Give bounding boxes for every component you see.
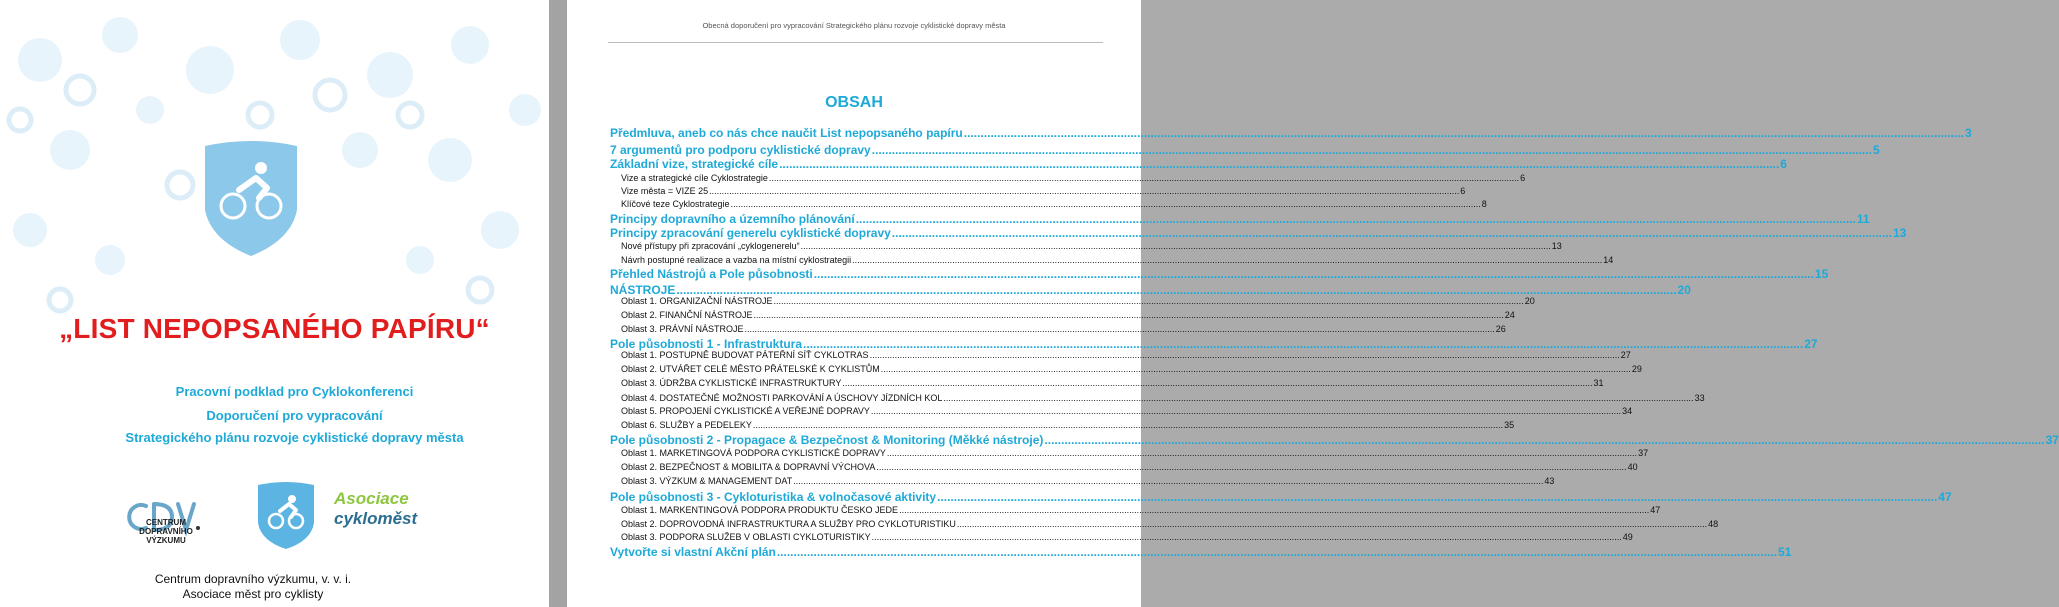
toc-entry-label: Oblast 3. PODPORA SLUŽEB V OBLASTI CYKLOTURISTIKY — [621, 532, 871, 542]
toc-entry-page: 13 — [1893, 226, 1907, 240]
header-divider — [608, 42, 1103, 43]
toc-entry-page: 47 — [1938, 490, 1952, 504]
toc-leader-dots: ............................................................................................................................................................................................................................................................................................................ — [803, 337, 1804, 351]
toc-entry[interactable] — [610, 143, 1880, 157]
toc-leader-dots: ............................................................................................................................................................................................................................................................................................................ — [880, 364, 1631, 374]
toc-entry-page: 26 — [1495, 324, 1506, 334]
toc-entry-label: Nové přístupy při zpracování „cyklogenerelu“ — [621, 241, 800, 251]
toc-entry[interactable] — [621, 532, 1633, 542]
toc-leader-dots: ............................................................................................................................................................................................................................................................................................................ — [956, 519, 1708, 529]
toc-leader-dots: ............................................................................................................................................................................................................................................................................................................ — [768, 173, 1520, 183]
toc-entry[interactable] — [621, 173, 1526, 183]
toc-entry[interactable] — [621, 186, 1466, 196]
toc-entry-label: Oblast 3. ÚDRŽBA CYKLISTICKÉ INFRASTRUKTURY — [621, 378, 842, 388]
toc-leader-dots: ............................................................................................................................................................................................................................................................................................................ — [779, 157, 1780, 171]
toc-entry[interactable] — [621, 448, 1649, 458]
toc-leader-dots: ............................................................................................................................................................................................................................................................................................................ — [744, 324, 1495, 334]
toc-leader-dots: ............................................................................................................................................................................................................................................................................................................ — [776, 545, 1778, 559]
toc-entry-label: Principy dopravního a územního plánování — [610, 212, 855, 226]
toc-entry-page: 14 — [1603, 255, 1614, 265]
toc-leader-dots: ............................................................................................................................................................................................................................................................................................................ — [1044, 433, 2045, 447]
toc-entry-label: Oblast 4. DOSTATEČNÉ MOŽNOSTI PARKOVÁNÍ A ÚSCHOVY JÍZDNÍCH KOL — [621, 393, 943, 403]
toc-entry-page: 48 — [1708, 519, 1719, 529]
toc-leader-dots: ............................................................................................................................................................................................................................................................................................................ — [709, 186, 1460, 196]
cover-footer-line-2: Asociace měst pro cyklisty — [182, 587, 324, 601]
toc-entry-page: 5 — [1872, 143, 1880, 157]
toc-leader-dots: ............................................................................................................................................................................................................................................................................................................ — [871, 143, 1872, 157]
toc-entry-page: 8 — [1481, 199, 1487, 209]
toc-leader-dots: ............................................................................................................................................................................................................................................................................................................ — [852, 255, 1603, 265]
page-gap — [549, 0, 567, 607]
cover-subtitle-line-2: Doporučení pro vypracování — [206, 408, 383, 423]
toc-entry-page: 37 — [1638, 448, 1649, 458]
toc-entry[interactable] — [621, 393, 1705, 403]
toc-leader-dots: ............................................................................................................................................................................................................................................................................................................ — [886, 448, 1638, 458]
toc-entry-label: NÁSTROJE — [610, 283, 676, 297]
toc-heading: OBSAH — [825, 94, 883, 111]
running-header: Obecná doporučení pro vypracování Strategického plánu rozvoje cyklistické dopravy města — [702, 21, 1006, 30]
toc-page — [567, 0, 2059, 607]
toc-entry-label: Oblast 6. SLUŽBY a PEDELEKY — [621, 420, 752, 430]
toc-entry-label: Vytvořte si vlastní Akční plán — [610, 545, 776, 559]
toc-entry[interactable] — [610, 337, 1818, 351]
toc-entry[interactable] — [621, 241, 1562, 251]
toc-leader-dots: ............................................................................................................................................................................................................................................................................................................ — [730, 199, 1481, 209]
toc-leader-dots: ............................................................................................................................................................................................................................................................................................................ — [753, 310, 1504, 320]
toc-entry-label: Vize města = VIZE 25 — [621, 186, 709, 196]
toc-entry-page: 40 — [1627, 462, 1638, 472]
toc-entry[interactable] — [621, 462, 1638, 472]
toc-leader-dots: ............................................................................................................................................................................................................................................................................................................ — [876, 462, 1627, 472]
toc-entry-label: Pole působnosti 2 - Propagace & Bezpečnost & Monitoring (Měkké nástroje) — [610, 433, 1044, 447]
toc-entry-label: Oblast 2. UTVÁŘET CELÉ MĚSTO PŘÁTELSKÉ K CYKLISTŮM — [621, 364, 880, 374]
toc-leader-dots: ............................................................................................................................................................................................................................................................................................................ — [800, 241, 1551, 251]
toc-leader-dots: ............................................................................................................................................................................................................................................................................................................ — [793, 476, 1544, 486]
cover-footer-line-1: Centrum dopravního výzkumu, v. v. i. — [154, 572, 352, 586]
toc-leader-dots: ............................................................................................................................................................................................................................................................................................................ — [943, 393, 1694, 403]
toc-entry-label: Klíčové teze Cyklostrategie — [621, 199, 730, 209]
toc-entry-page: 51 — [1778, 545, 1792, 559]
toc-entry[interactable] — [610, 283, 1691, 297]
toc-entry-page: 27 — [1804, 337, 1818, 351]
toc-entry-label: Oblast 3. PRÁVNÍ NÁSTROJE — [621, 324, 744, 334]
toc-entry[interactable] — [621, 364, 1642, 374]
toc-leader-dots: ............................................................................................................................................................................................................................................................................................................ — [813, 267, 1814, 281]
toc-entry[interactable] — [610, 212, 1870, 226]
toc-entry-page: 11 — [1856, 212, 1870, 226]
toc-entry-page: 6 — [1780, 157, 1787, 171]
toc-leader-dots: ............................................................................................................................................................................................................................................................................................................ — [937, 490, 1938, 504]
toc-leader-dots: ............................................................................................................................................................................................................................................................................................................ — [752, 420, 1504, 430]
toc-leader-dots: ............................................................................................................................................................................................................................................................................................................ — [963, 126, 1964, 140]
toc-entry-label: Předmluva, aneb co nás chce naučit List nepopsaného papíru — [610, 126, 963, 140]
toc-entry[interactable] — [621, 519, 1719, 529]
toc-entry-label: Základní vize, strategické cíle — [610, 157, 779, 171]
toc-entry[interactable] — [621, 505, 1661, 515]
toc-entry[interactable] — [610, 490, 1952, 504]
toc-entry[interactable] — [621, 420, 1515, 430]
toc-entry-page: 31 — [1593, 378, 1604, 388]
toc-entry[interactable] — [610, 226, 1907, 240]
toc-entry-page: 6 — [1460, 186, 1466, 196]
toc-entry-page: 49 — [1622, 532, 1633, 542]
toc-entry-label: Oblast 2. DOPROVODNÁ INFRASTRUKTURA A SLUŽBY PRO CYKLOTURISTIKU — [621, 519, 956, 529]
toc-entry[interactable] — [621, 406, 1633, 416]
toc-entry[interactable] — [610, 433, 2059, 447]
toc-entry-page: 13 — [1551, 241, 1562, 251]
toc-entry-page: 3 — [1964, 126, 1972, 140]
toc-entry[interactable] — [621, 350, 1631, 360]
toc-leader-dots: ............................................................................................................................................................................................................................................................................................................ — [842, 378, 1593, 388]
toc-entry-page: 33 — [1694, 393, 1705, 403]
toc-entry-page: 6 — [1520, 173, 1526, 183]
toc-entry-label: Oblast 2. FINANČNÍ NÁSTROJE — [621, 310, 753, 320]
toc-entry[interactable] — [610, 267, 1829, 281]
toc-entry-page: 37 — [2045, 433, 2059, 447]
toc-entry-label: Oblast 1. POSTUPNĚ BUDOVAT PÁTEŘNÍ SÍŤ CYKLOTRAS — [621, 350, 869, 360]
toc-entry-label: Oblast 1. ORGANIZAČNÍ NÁSTROJE — [621, 296, 773, 306]
toc-entry-label: 7 argumentů pro podporu cyklistické dopravy — [610, 143, 871, 157]
toc-entry[interactable] — [621, 378, 1604, 388]
toc-entry-label: Pole působnosti 1 - Infrastruktura — [610, 337, 803, 351]
toc-entry-label: Oblast 2. BEZPEČNOST & MOBILITA & DOPRAVNÍ VÝCHOVA — [621, 462, 876, 472]
cover-page — [0, 0, 549, 607]
toc-entry-label: Principy zpracování generelu cyklistické dopravy — [610, 226, 891, 240]
toc-entry-label: Návrh postupné realizace a vazba na místní cyklostrategii — [621, 255, 852, 265]
toc-entry-label: Oblast 5. PROPOJENÍ CYKLISTICKÉ A VEŘEJNÉ DOPRAVY — [621, 406, 870, 416]
toc-entry[interactable] — [621, 324, 1506, 334]
toc-entry-label: Pole působnosti 3 - Cykloturistika & volnočasové aktivity — [610, 490, 937, 504]
toc-entry-label: Oblast 1. MARKETINGOVÁ PODPORA CYKLISTICKÉ DOPRAVY — [621, 448, 886, 458]
toc-entry[interactable] — [621, 199, 1487, 209]
toc-entry[interactable] — [621, 476, 1555, 486]
toc-leader-dots: ............................................................................................................................................................................................................................................................................................................ — [899, 505, 1650, 515]
toc-entry[interactable] — [610, 126, 1972, 140]
toc-entry-page: 20 — [1524, 296, 1535, 306]
toc-entry-page: 27 — [1620, 350, 1631, 360]
toc-leader-dots: ............................................................................................................................................................................................................................................................................................................ — [855, 212, 1856, 226]
toc-entry-page: 20 — [1677, 283, 1691, 297]
toc-leader-dots: ............................................................................................................................................................................................................................................................................................................ — [773, 296, 1524, 306]
asociace-logo-line-1: Asociace — [334, 489, 409, 508]
toc-entry-label: Vize a strategické cíle Cyklostrategie — [621, 173, 768, 183]
toc-leader-dots: ............................................................................................................................................................................................................................................................................................................ — [870, 406, 1622, 416]
cyclist-shield-logo — [201, 140, 301, 258]
toc-entry-page: 15 — [1814, 267, 1829, 281]
asociace-shield-logo — [256, 481, 316, 551]
toc-leader-dots: ............................................................................................................................................................................................................................................................................................................ — [891, 226, 1892, 240]
toc-entry-page: 29 — [1631, 364, 1642, 374]
cover-subtitle-line-3: Strategického plánu rozvoje cyklistické dopravy města — [125, 430, 464, 445]
toc-leader-dots: ............................................................................................................................................................................................................................................................................................................ — [676, 283, 1677, 297]
toc-entry[interactable] — [621, 310, 1515, 320]
toc-entry[interactable] — [621, 255, 1614, 265]
cover-title: „LIST NEPOPSANÉHO PAPÍRU“ — [59, 313, 490, 344]
toc-entry-label: Oblast 3. VÝZKUM & MANAGEMENT DAT — [621, 476, 793, 486]
toc-entry[interactable] — [621, 296, 1535, 306]
toc-leader-dots: ............................................................................................................................................................................................................................................................................................................ — [869, 350, 1620, 360]
toc-entry-label: Přehled Nástrojů a Pole působnosti — [610, 267, 813, 281]
toc-entry-page: 47 — [1650, 505, 1661, 515]
toc-entry-page: 35 — [1504, 420, 1515, 430]
toc-entry-page: 43 — [1544, 476, 1555, 486]
toc-entry[interactable] — [610, 157, 1787, 171]
toc-entry[interactable] — [610, 545, 1792, 559]
toc-entry-page: 24 — [1504, 310, 1515, 320]
toc-leader-dots: ............................................................................................................................................................................................................................................................................................................ — [871, 532, 1622, 542]
cdv-logo-text: CENTRUM DOPRAVNÍHO VÝZKUMU — [139, 518, 193, 545]
toc-entry-page: 34 — [1622, 406, 1633, 416]
cover-subtitle-line-1: Pracovní podklad pro Cyklokonferenci — [175, 384, 414, 399]
asociace-logo-line-2: cykloměst — [334, 509, 418, 528]
toc-entry-label: Oblast 1. MARKENTINGOVÁ PODPORA PRODUKTU ČESKO JEDE — [621, 505, 899, 515]
